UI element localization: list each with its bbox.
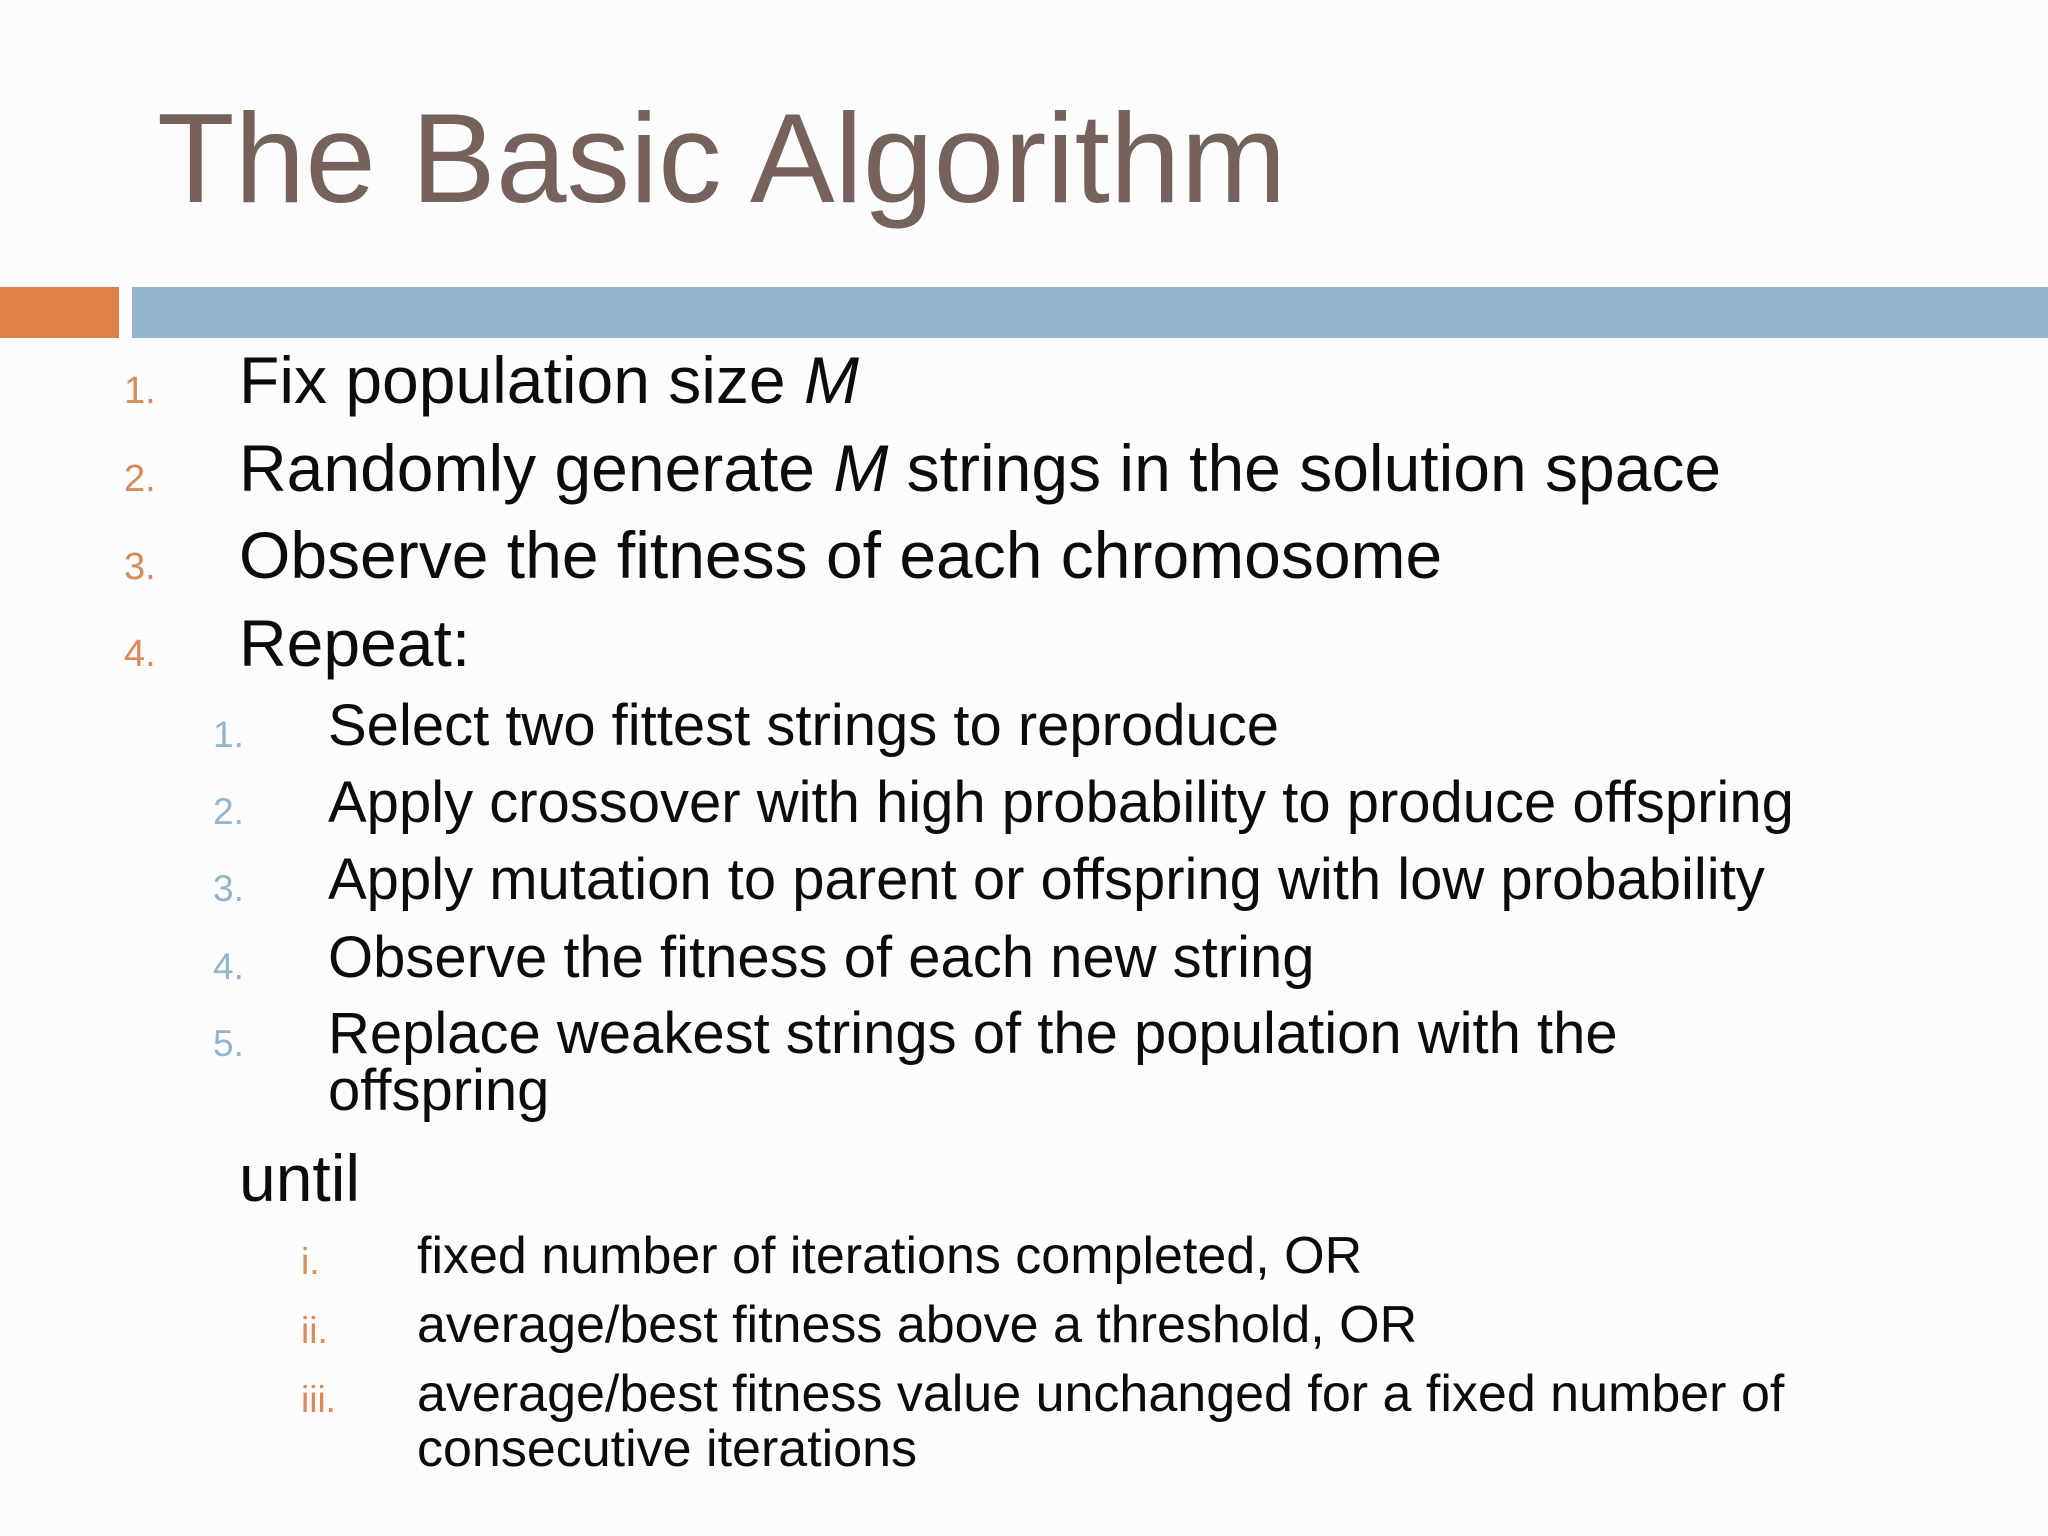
substep-number: 1.: [213, 714, 244, 755]
substep-number: 2.: [213, 791, 244, 832]
step-variable: M: [833, 431, 889, 505]
until-label: until: [239, 1141, 361, 1215]
substep-number: 4.: [213, 946, 244, 987]
step-number: 1.: [124, 370, 156, 412]
step-text-part: Randomly generate: [239, 431, 834, 505]
condition-number: ii.: [301, 1310, 328, 1351]
step-text: Repeat:: [239, 606, 471, 680]
substep-text: Apply crossover with high probability to produce offspring: [328, 770, 1794, 835]
step-variable: M: [803, 343, 859, 417]
substep-text: Replace weakest strings of the population with the offspring: [328, 1001, 1618, 1123]
substep-text: Select two fittest strings to reproduce: [328, 693, 1279, 758]
condition-number: i.: [301, 1241, 320, 1282]
step-text-part: Fix population size: [239, 343, 804, 417]
substep-text: Observe the fitness of each new string: [328, 925, 1315, 990]
slide-title: The Basic Algorithm: [157, 87, 1287, 229]
substep-number: 3.: [213, 868, 244, 909]
condition-text: average/best fitness value unchanged for a fixed number of consecutive iterations: [417, 1365, 1785, 1478]
condition-text: fixed number of iterations completed, OR: [417, 1227, 1363, 1285]
step-text: Observe the fitness of each chromosome: [239, 518, 1443, 592]
step-number: 4.: [124, 633, 156, 675]
step-number: 2.: [124, 458, 156, 500]
step-text-part: strings in the solution space: [888, 431, 1722, 505]
substep-text: Apply mutation to parent or offspring with low probability: [328, 847, 1765, 912]
condition-number: iii.: [301, 1379, 336, 1420]
step-number: 3.: [124, 546, 156, 588]
substep-number: 5.: [213, 1023, 244, 1064]
condition-text: average/best fitness above a threshold, OR: [417, 1296, 1418, 1354]
step-text: [239, 343, 859, 417]
step-text: [239, 431, 1722, 505]
accent-bar-blue: [132, 287, 2048, 338]
accent-bar-orange: [0, 287, 119, 338]
